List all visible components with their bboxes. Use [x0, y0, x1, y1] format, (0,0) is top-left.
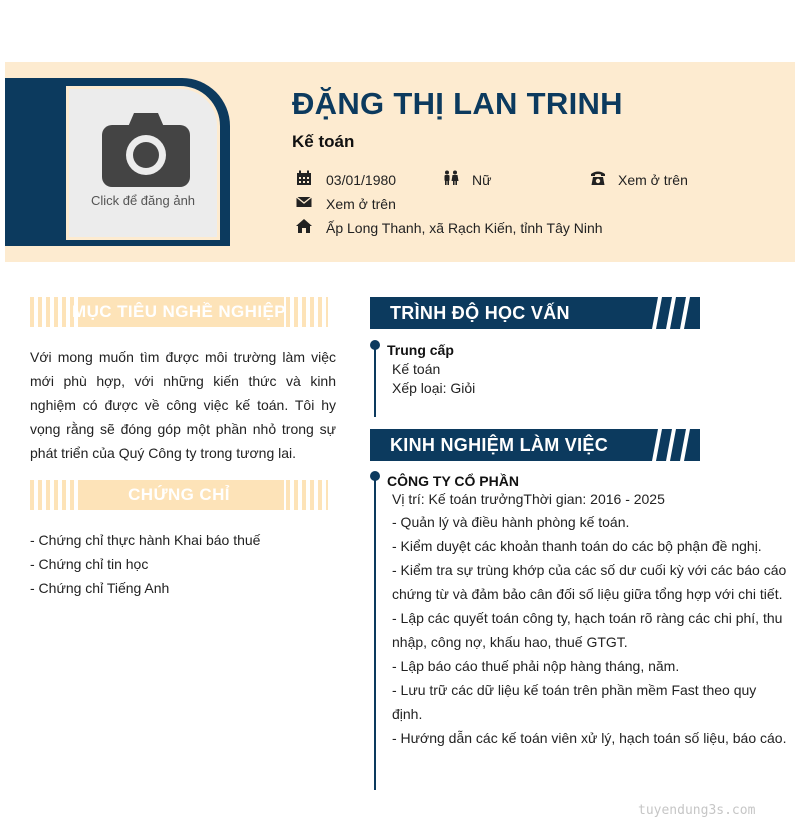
phone-icon [590, 170, 606, 186]
duty-item: - Lập các quyết toán công ty, hạch toán rõ ràng các chi phí, thu nhập, công nợ, khấu hao, thuế GTGT. [392, 610, 783, 650]
certificates-heading [30, 480, 328, 510]
people-icon [443, 170, 459, 186]
certificates-heading-label: CHỨNG CHỈ [128, 485, 230, 504]
experience-timeline [374, 476, 376, 790]
experience-entry [387, 472, 787, 750]
certificate-item: - Chứng chỉ Tiếng Anh [30, 580, 170, 596]
camera-icon [102, 111, 190, 187]
duty-item: - Kiểm tra sự trùng khớp của các số dư cuối kỳ với các báo cáo chứng từ và đảm bảo cân đối số liệu giữa tổng hợp với chi tiết. [392, 562, 787, 602]
duty-item: - Quản lý và điều hành phòng kế toán. [392, 514, 630, 530]
certificate-item: - Chứng chỉ tin học [30, 556, 149, 572]
certificate-list [30, 528, 260, 600]
timeline-dot [370, 471, 380, 481]
duty-item: - Lập báo cáo thuế phải nộp hàng tháng, năm. [392, 658, 680, 674]
job-title: Kế toán [292, 132, 355, 151]
duty-list [392, 510, 787, 750]
address: Ấp Long Thanh, xã Rạch Kiến, tỉnh Tây Ninh [326, 220, 603, 236]
education-heading-label: TRÌNH ĐỘ HỌC VẤN [390, 303, 570, 323]
home-icon [296, 218, 312, 234]
education-rank: Xếp loại: Giỏi [392, 380, 476, 396]
envelope-icon [296, 194, 312, 210]
education-heading [370, 297, 700, 329]
gender: Nữ [472, 172, 492, 188]
photo-upload[interactable] [66, 86, 220, 240]
position-line: Vị trí: Kế toán trưởngThời gian: 2016 - 2025 [392, 491, 665, 507]
company-name: CÔNG TY CỔ PHẦN [387, 473, 519, 489]
experience-heading-label: KINH NGHIỆM LÀM VIỆC [390, 435, 609, 455]
email: Xem ở trên [326, 196, 396, 212]
phone: Xem ở trên [618, 172, 688, 188]
duty-item: - Lưu trữ các dữ liệu kế toán trên phần mềm Fast theo quy định. [392, 682, 757, 722]
objective-text: Với mong muốn tìm được môi trường làm việc mới phù hợp, với những kiến thức và kinh nghiệm có được về công việc kế toán. Tôi hy vọng rằng sẽ đóng góp một phần nhỏ trong sự phát triển của Quý Công ty trong tương lai. [30, 349, 336, 461]
candidate-name: ĐẶNG THỊ LAN TRINH [292, 86, 623, 121]
objective-heading-label: MỤC TIÊU NGHỀ NGHIỆP [72, 302, 286, 321]
duty-item: - Hướng dẫn các kế toán viên xử lý, hạch toán số liệu, báo cáo. [392, 730, 787, 746]
heading-slashes [644, 297, 700, 329]
education-level: Trung cấp [387, 342, 454, 358]
objective-heading [30, 297, 328, 327]
timeline-dot [370, 340, 380, 350]
education-entry [387, 341, 475, 398]
certificate-item: - Chứng chỉ thực hành Khai báo thuế [30, 532, 261, 548]
calendar-icon [296, 170, 312, 186]
experience-heading [370, 429, 700, 461]
birthdate: 03/01/1980 [326, 172, 397, 188]
education-major: Kế toán [392, 361, 441, 377]
watermark: tuyendung3s.com [638, 803, 756, 818]
duty-item: - Kiểm duyệt các khoản thanh toán do các bộ phận đề nghị. [392, 538, 762, 554]
heading-slashes [644, 429, 700, 461]
photo-caption[interactable]: Click để đăng ảnh [90, 193, 196, 208]
education-timeline [374, 345, 376, 417]
